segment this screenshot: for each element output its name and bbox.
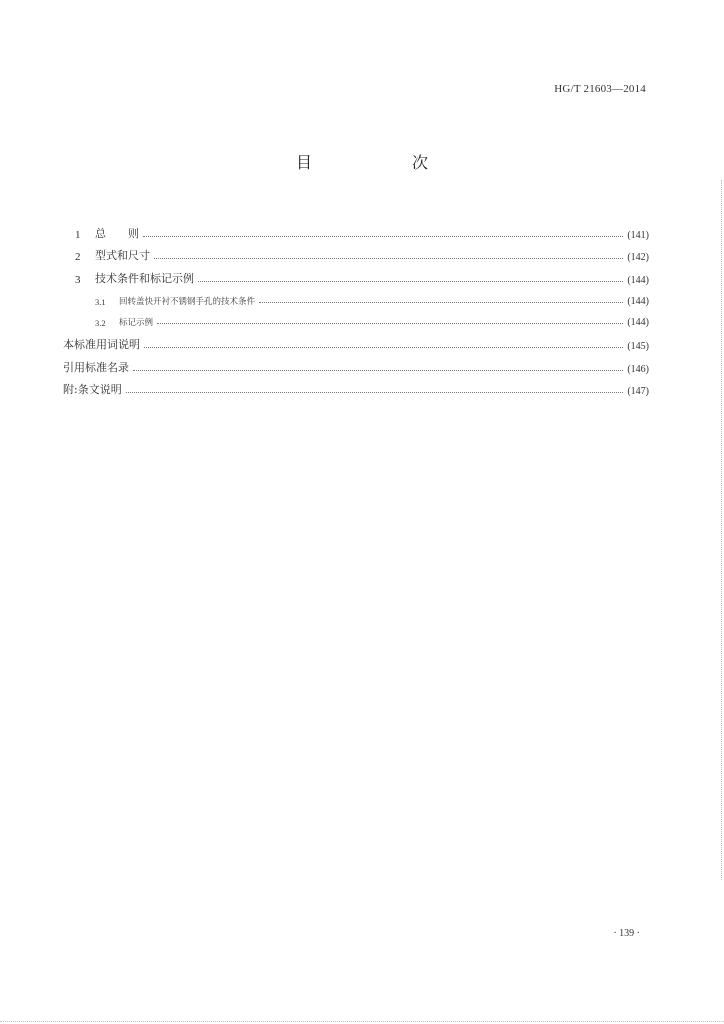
toc-entry-3[interactable]	[75, 263, 649, 286]
dot-leader	[154, 257, 623, 259]
toc-entry-label: 引用标准名录	[63, 360, 129, 374]
table-of-contents	[63, 218, 649, 397]
toc-entry-number: 1	[75, 228, 81, 241]
toc-entry-page: (144)	[627, 274, 649, 286]
dot-leader	[144, 346, 623, 348]
toc-entry-label: 回转盖快开衬不锈钢手孔的技术条件	[119, 296, 256, 307]
dot-leader	[143, 235, 623, 237]
toc-entry-label: 总 则	[95, 226, 139, 240]
standard-number: HG/T 21603—2014	[554, 83, 646, 95]
toc-entry-number: 3	[75, 273, 81, 286]
toc-entry-number: 3.1	[95, 296, 106, 307]
dot-leader	[157, 322, 623, 324]
dot-leader	[259, 301, 623, 303]
toc-entry-page: (144)	[627, 316, 649, 328]
toc-entry-1[interactable]	[75, 218, 649, 241]
toc-entry-page: (142)	[627, 252, 649, 263]
toc-entry-explanation[interactable]	[63, 375, 649, 398]
toc-entry-3-2[interactable]	[75, 307, 649, 328]
toc-entry-page: (141)	[627, 229, 649, 241]
toc-entry-page: (147)	[627, 386, 649, 397]
toc-entry-2[interactable]	[75, 241, 649, 264]
toc-entry-number: 3.2	[95, 317, 106, 328]
toc-entry-terms[interactable]	[63, 330, 649, 353]
dot-leader	[133, 369, 623, 371]
dot-leader	[126, 391, 624, 393]
toc-entry-label: 标记示例	[119, 317, 154, 328]
toc-entry-label: 本标准用词说明	[63, 338, 140, 351]
toc-entry-page: (144)	[627, 295, 649, 307]
toc-entry-page: (145)	[627, 341, 649, 352]
toc-entry-label: 技术条件和标记示例	[95, 271, 194, 285]
toc-entry-label: 型式和尺寸	[95, 249, 150, 262]
page-number: · 139 ·	[613, 928, 640, 939]
toc-entry-label: 附:条文说明	[63, 383, 122, 396]
scan-bottom-artifact	[0, 1020, 724, 1022]
page-title: 目 次	[295, 153, 470, 172]
dot-leader	[198, 280, 623, 282]
toc-entry-number: 2	[75, 251, 81, 263]
toc-entry-3-1[interactable]	[75, 286, 649, 307]
toc-entry-page: (146)	[627, 363, 649, 375]
toc-entry-references[interactable]	[63, 352, 649, 375]
scan-edge-artifact	[720, 180, 722, 880]
